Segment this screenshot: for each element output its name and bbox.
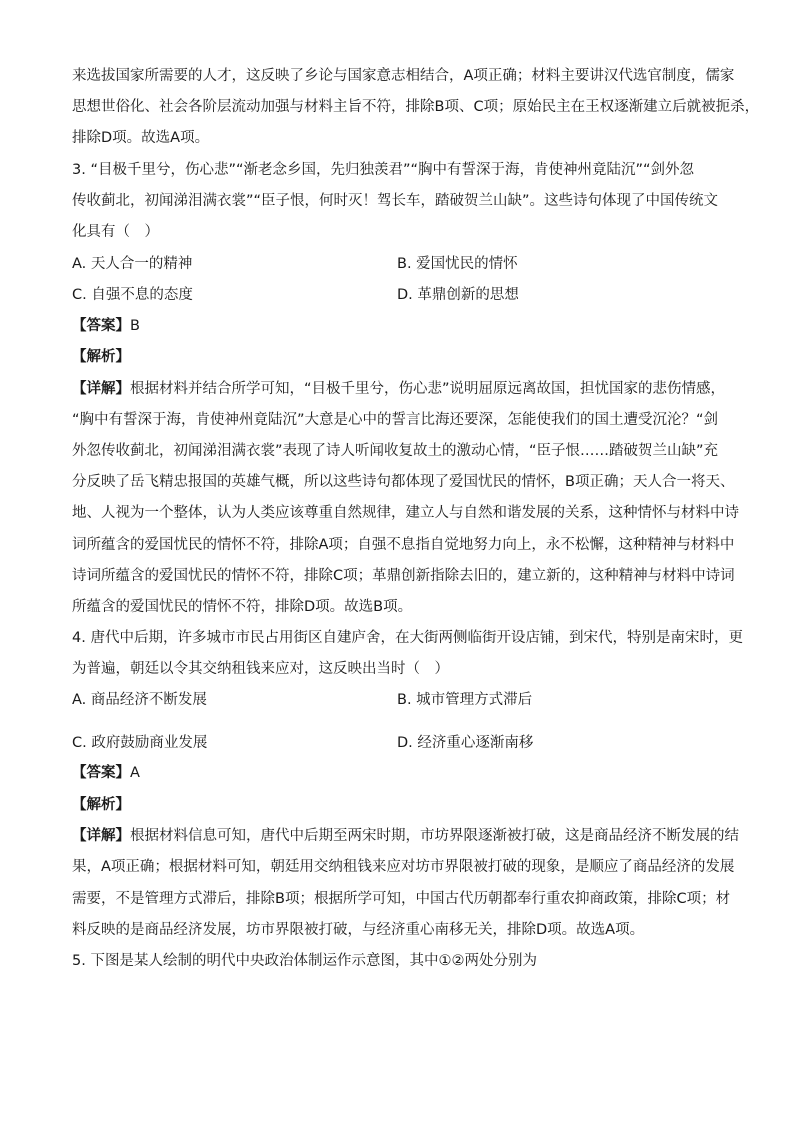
question-3-stem: 传收蓟北，初闻涕泪满衣裳”“臣子恨，何时灭！驾长车，踏破贺兰山缺”。这些诗句体现了中国传统文 (72, 193, 719, 209)
detail-line: 【详解】根据材料信息可知，唐代中后期至两宋时期，市坊界限逐渐被打破，这是商品经济不断发展的结 (72, 828, 739, 844)
option-d: D. 革鼎创新的思想 (397, 287, 519, 303)
option-b: B. 城市管理方式滞后 (397, 692, 533, 708)
detail-line: 分反映了岳飞精忠报国的英雄气概，所以这些诗句都体现了爱国忧民的情怀，B项正确；天人合一将天、 (72, 474, 735, 490)
detail-line: “胸中有誓深于海，肯使神州竟陆沉”大意是心中的誓言比海还要深，怎能使我们的国土遭受沉沦？“剑 (72, 412, 719, 428)
option-c: C. 自强不息的态度 (72, 287, 193, 303)
answer-value: B (130, 318, 140, 334)
detail-line: 【详解】根据材料并结合所学可知，“目极千里兮，伤心悲”说明屈原远离故国，担忧国家的悲伤情感， (72, 381, 726, 397)
detail-line: 果，A项正确；根据材料可知，朝廷用交纳租钱来应对坊市界限被打破的现象，是顺应了商品经济的发展 (72, 859, 735, 875)
answer-line (72, 316, 140, 336)
question-3-stem: 3. “目极千里兮，伤心悲”“渐老念乡国，先归独羡君”“胸中有誓深于海，肯使神州竟陆沉”“剑外忽 (72, 162, 695, 178)
option-a: A. 商品经济不断发展 (72, 692, 207, 708)
detail-tag: 【详解】 (72, 381, 130, 397)
detail-line: 地、人视为一个整体，认为人类应该尊重自然规律，建立人与自然和谐发展的关系，这种情怀与材料中诗 (72, 505, 739, 521)
detail-line: 所蕴含的爱国忧民的情怀不符，排除D项。故选B项。 (72, 599, 413, 615)
question-4-stem: 4. 唐代中后期，许多城市市民占用街区自建庐舍，在大街两侧临街开设店铺，到宋代，特别是南宋时，更 (72, 630, 743, 646)
analysis-tag: 【解析】 (72, 349, 130, 365)
question-4-stem: 为普遍，朝廷以令其交纳租钱来应对，这反映出当时（ ） (72, 661, 449, 677)
option-d: D. 经济重心逐渐南移 (397, 735, 534, 751)
detail-line: 词所蕴含的爱国忧民的情怀不符，排除A项；自强不息指自觉地努力向上，永不松懈，这种精神与材料中 (72, 537, 735, 553)
detail-line: 料反映的是商品经济发展，坊市界限被打破，与经济重心南移无关，排除D项。故选A项。 (72, 922, 645, 938)
option-a: A. 天人合一的精神 (72, 256, 193, 272)
paragraph-line: 思想世俗化、社会各阶层流动加强与材料主旨不符，排除B项、C项；原始民主在王权逐渐建立后就被扼杀， (72, 99, 760, 115)
paragraph-line: 来选拔国家所需要的人才，这反映了乡论与国家意志相结合，A项正确；材料主要讲汉代选官制度，儒家 (72, 68, 735, 84)
answer-tag: 【答案】 (72, 765, 130, 781)
question-5-stem: 5. 下图是某人绘制的明代中央政治体制运作示意图，其中①②两处分别为 (72, 953, 537, 969)
analysis-tag: 【解析】 (72, 797, 130, 813)
detail-line: 外忽传收蓟北，初闻涕泪满衣裳”表现了诗人听闻收复故土的激动心情，“臣子恨……踏破贺兰山缺”充 (72, 443, 719, 459)
detail-line: 诗词所蕴含的爱国忧民的情怀不符，排除C项；革鼎创新指除去旧的，建立新的，这种精神与材料中诗词 (72, 568, 735, 584)
detail-line: 需要，不是管理方式滞后，排除B项；根据所学可知，中国古代历朝都奉行重农抑商政策，排除C项；材 (72, 891, 731, 907)
answer-line (72, 763, 140, 783)
option-b: B. 爱国忧民的情怀 (397, 256, 518, 272)
detail-tag: 【详解】 (72, 828, 130, 844)
answer-value: A (130, 765, 140, 781)
question-3-stem: 化具有（ ） (72, 224, 159, 240)
paragraph-line: 排除D项。故选A项。 (72, 130, 210, 146)
option-c: C. 政府鼓励商业发展 (72, 735, 208, 751)
answer-tag: 【答案】 (72, 318, 130, 334)
